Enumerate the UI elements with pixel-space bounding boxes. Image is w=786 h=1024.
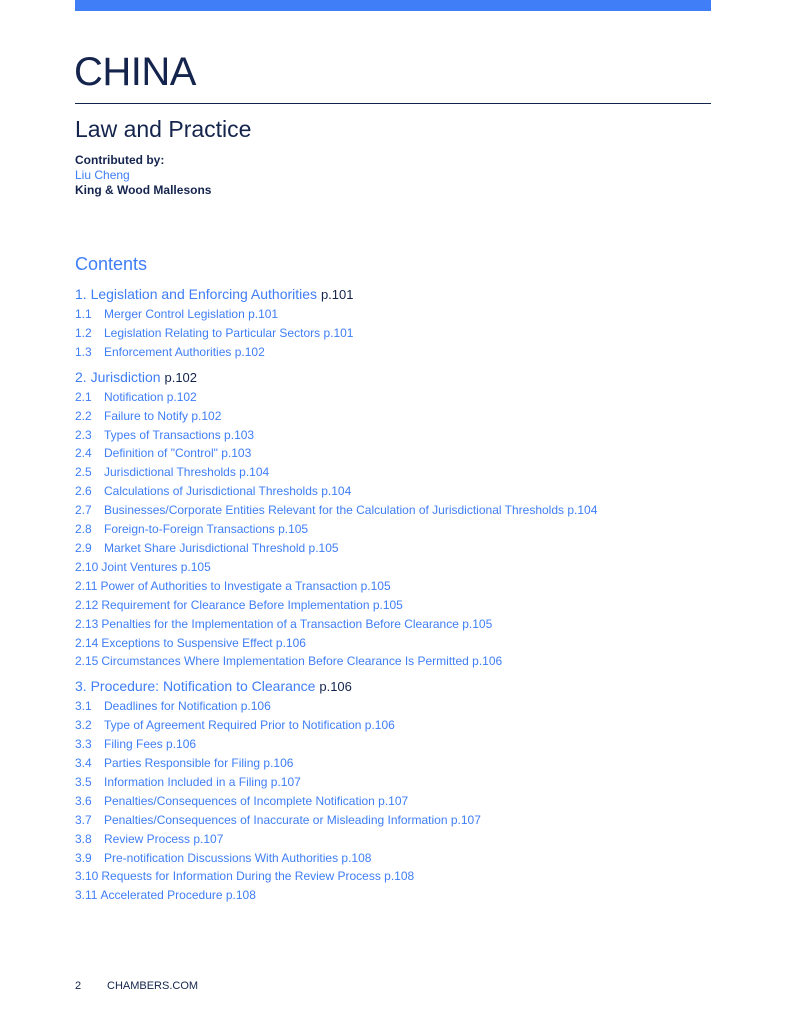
toc-item[interactable]: [75, 539, 715, 558]
toc-item-text: Penalties/Consequences of Inaccurate or Misleading Information p.107: [104, 812, 481, 827]
toc-section: [75, 368, 715, 672]
toc-item[interactable]: [75, 577, 715, 596]
toc-item-number: 2.9: [75, 540, 92, 555]
toc-item-number: 3.5: [75, 774, 92, 789]
toc-item[interactable]: [75, 407, 715, 426]
toc-item[interactable]: [75, 596, 715, 615]
toc-item-text: Market Share Jurisdictional Threshold p.105: [104, 540, 339, 555]
toc-item-text: Enforcement Authorities p.102: [104, 344, 265, 359]
toc-item-text: Notification p.102: [104, 389, 197, 404]
toc-section-page: p.101: [320, 287, 354, 302]
page-number: 2: [75, 980, 82, 992]
toc-item-text: Penalties/Consequences of Incomplete Notification p.107: [104, 793, 409, 808]
toc-item[interactable]: [75, 388, 715, 407]
toc-item-number: 3.3: [75, 737, 92, 752]
toc-item-text: Jurisdictional Thresholds p.104: [104, 465, 270, 480]
toc-item-text: Definition of "Control" p.103: [104, 446, 252, 461]
toc-item-text: Joint Ventures p.105: [101, 559, 211, 574]
toc-section-title[interactable]: [75, 285, 715, 304]
toc-section-label: 3. Procedure: Notification to Clearance: [75, 678, 316, 695]
toc-item-text: Accelerated Procedure p.108: [100, 888, 256, 903]
toc-item-text: Foreign-to-Foreign Transactions p.105: [104, 522, 309, 537]
toc-item[interactable]: [75, 426, 715, 445]
toc-section-label: 1. Legislation and Enforcing Authorities: [75, 286, 318, 302]
toc-item[interactable]: [75, 324, 715, 343]
toc-item-number: 2.5: [75, 465, 92, 480]
toc-section: [75, 285, 715, 362]
toc-item-text: Merger Control Legislation p.101: [104, 307, 279, 321]
toc-item-text: Exceptions to Suspensive Effect p.106: [101, 635, 306, 650]
toc-item-number: 1.3: [75, 344, 92, 359]
toc-item[interactable]: [75, 482, 715, 501]
toc-item-number: 3.6: [75, 793, 92, 808]
toc-item[interactable]: [75, 305, 715, 324]
toc-item[interactable]: [75, 520, 715, 539]
toc-item[interactable]: [75, 849, 715, 868]
toc-item[interactable]: [75, 830, 715, 849]
toc-item[interactable]: [75, 886, 715, 905]
toc-item-text: Requests for Information During the Review Process p.108: [101, 869, 415, 884]
toc-item-text: Penalties for the Implementation of a Transaction Before Clearance p.105: [101, 616, 493, 631]
toc-item-text: Deadlines for Notification p.106: [104, 699, 271, 714]
toc-item-number: 2.11: [75, 578, 98, 593]
toc-item-number: 3.11: [75, 888, 98, 903]
toc-section-page: p.106: [319, 679, 352, 695]
toc-item-text: Information Included in a Filing p.107: [104, 774, 301, 789]
toc-item-number: 2.10: [75, 559, 99, 574]
table-of-contents: [75, 254, 715, 911]
toc-item-text: Parties Responsible for Filing p.106: [104, 756, 294, 771]
toc-item-text: Calculations of Jurisdictional Thresholds p.104: [104, 484, 352, 499]
toc-item-text: Circumstances Where Implementation Before Clearance Is Permitted p.106: [101, 654, 503, 669]
toc-item-number: 2.8: [75, 522, 92, 537]
toc-item-number: 2.12: [75, 597, 99, 612]
toc-item-text: Type of Agreement Required Prior to Notification p.106: [104, 718, 395, 733]
toc-section-title[interactable]: [75, 677, 715, 696]
toc-item-number: 1.2: [75, 325, 92, 340]
toc-item-number: 2.1: [75, 389, 92, 404]
toc-section-label: 2. Jurisdiction: [75, 368, 161, 385]
toc-item-number: 2.4: [75, 446, 92, 461]
toc-item-text: Filing Fees p.106: [104, 737, 197, 752]
toc-section-page: p.102: [164, 369, 198, 385]
toc-item[interactable]: [75, 463, 715, 482]
contributor-block: [75, 153, 211, 198]
author-name: Liu Cheng: [75, 168, 130, 182]
toc-item[interactable]: [75, 716, 715, 735]
toc-item[interactable]: [75, 501, 715, 520]
toc-item-number: 2.13: [75, 616, 99, 631]
toc-item-number: 2.3: [75, 427, 92, 442]
toc-item-number: 3.2: [75, 718, 92, 733]
toc-item-text: Review Process p.107: [104, 831, 224, 846]
toc-item[interactable]: [75, 652, 715, 671]
toc-item-text: Businesses/Corporate Entities Relevant for the Calculation of Jurisdictional Thresholds p.104: [104, 503, 598, 518]
toc-item-number: 3.7: [75, 812, 92, 827]
toc-item-text: Pre-notification Discussions With Authorities p.108: [104, 850, 372, 865]
firm-name: King & Wood Mallesons: [75, 183, 212, 197]
toc-item-number: 3.1: [75, 699, 92, 714]
toc-section-title[interactable]: [75, 368, 715, 387]
toc-item-number: 3.10: [75, 869, 99, 884]
toc-item-number: 3.4: [75, 756, 92, 771]
toc-item[interactable]: [75, 634, 715, 653]
toc-item[interactable]: [75, 792, 715, 811]
top-accent-bar: [75, 0, 711, 11]
toc-sections: [75, 285, 715, 905]
contributed-by-label: Contributed by:: [75, 153, 165, 167]
toc-item[interactable]: [75, 444, 715, 463]
toc-item[interactable]: [75, 811, 715, 830]
toc-section: [75, 677, 715, 905]
footer-site[interactable]: CHAMBERS.COM: [107, 980, 199, 992]
toc-item-number: 3.8: [75, 831, 92, 846]
toc-item[interactable]: [75, 558, 715, 577]
toc-item-number: 3.9: [75, 850, 92, 865]
toc-item[interactable]: [75, 754, 715, 773]
country-title: CHINA: [74, 50, 196, 94]
page-footer: [75, 980, 198, 992]
toc-item-text: Failure to Notify p.102: [104, 408, 222, 423]
toc-item-number: 2.7: [75, 503, 92, 518]
toc-item-text: Power of Authorities to Investigate a Transaction p.105: [100, 578, 391, 593]
toc-item-number: 2.14: [75, 635, 99, 650]
toc-item-text: Legislation Relating to Particular Sectors p.101: [104, 325, 354, 340]
toc-item-number: 1.1: [75, 307, 92, 321]
toc-item-number: 2.15: [75, 654, 99, 669]
toc-item-number: 2.6: [75, 484, 92, 499]
toc-item[interactable]: [75, 343, 715, 362]
contents-heading: Contents: [75, 254, 148, 274]
toc-item[interactable]: [75, 773, 715, 792]
toc-item-text: Types of Transactions p.103: [104, 427, 255, 442]
document-subtitle: Law and Practice: [75, 116, 252, 142]
toc-item[interactable]: [75, 735, 715, 754]
toc-item[interactable]: [75, 867, 715, 886]
toc-item-number: 2.2: [75, 408, 92, 423]
toc-item[interactable]: [75, 697, 715, 716]
title-divider: [75, 103, 711, 104]
toc-item[interactable]: [75, 615, 715, 634]
toc-item-text: Requirement for Clearance Before Implementation p.105: [101, 597, 403, 612]
